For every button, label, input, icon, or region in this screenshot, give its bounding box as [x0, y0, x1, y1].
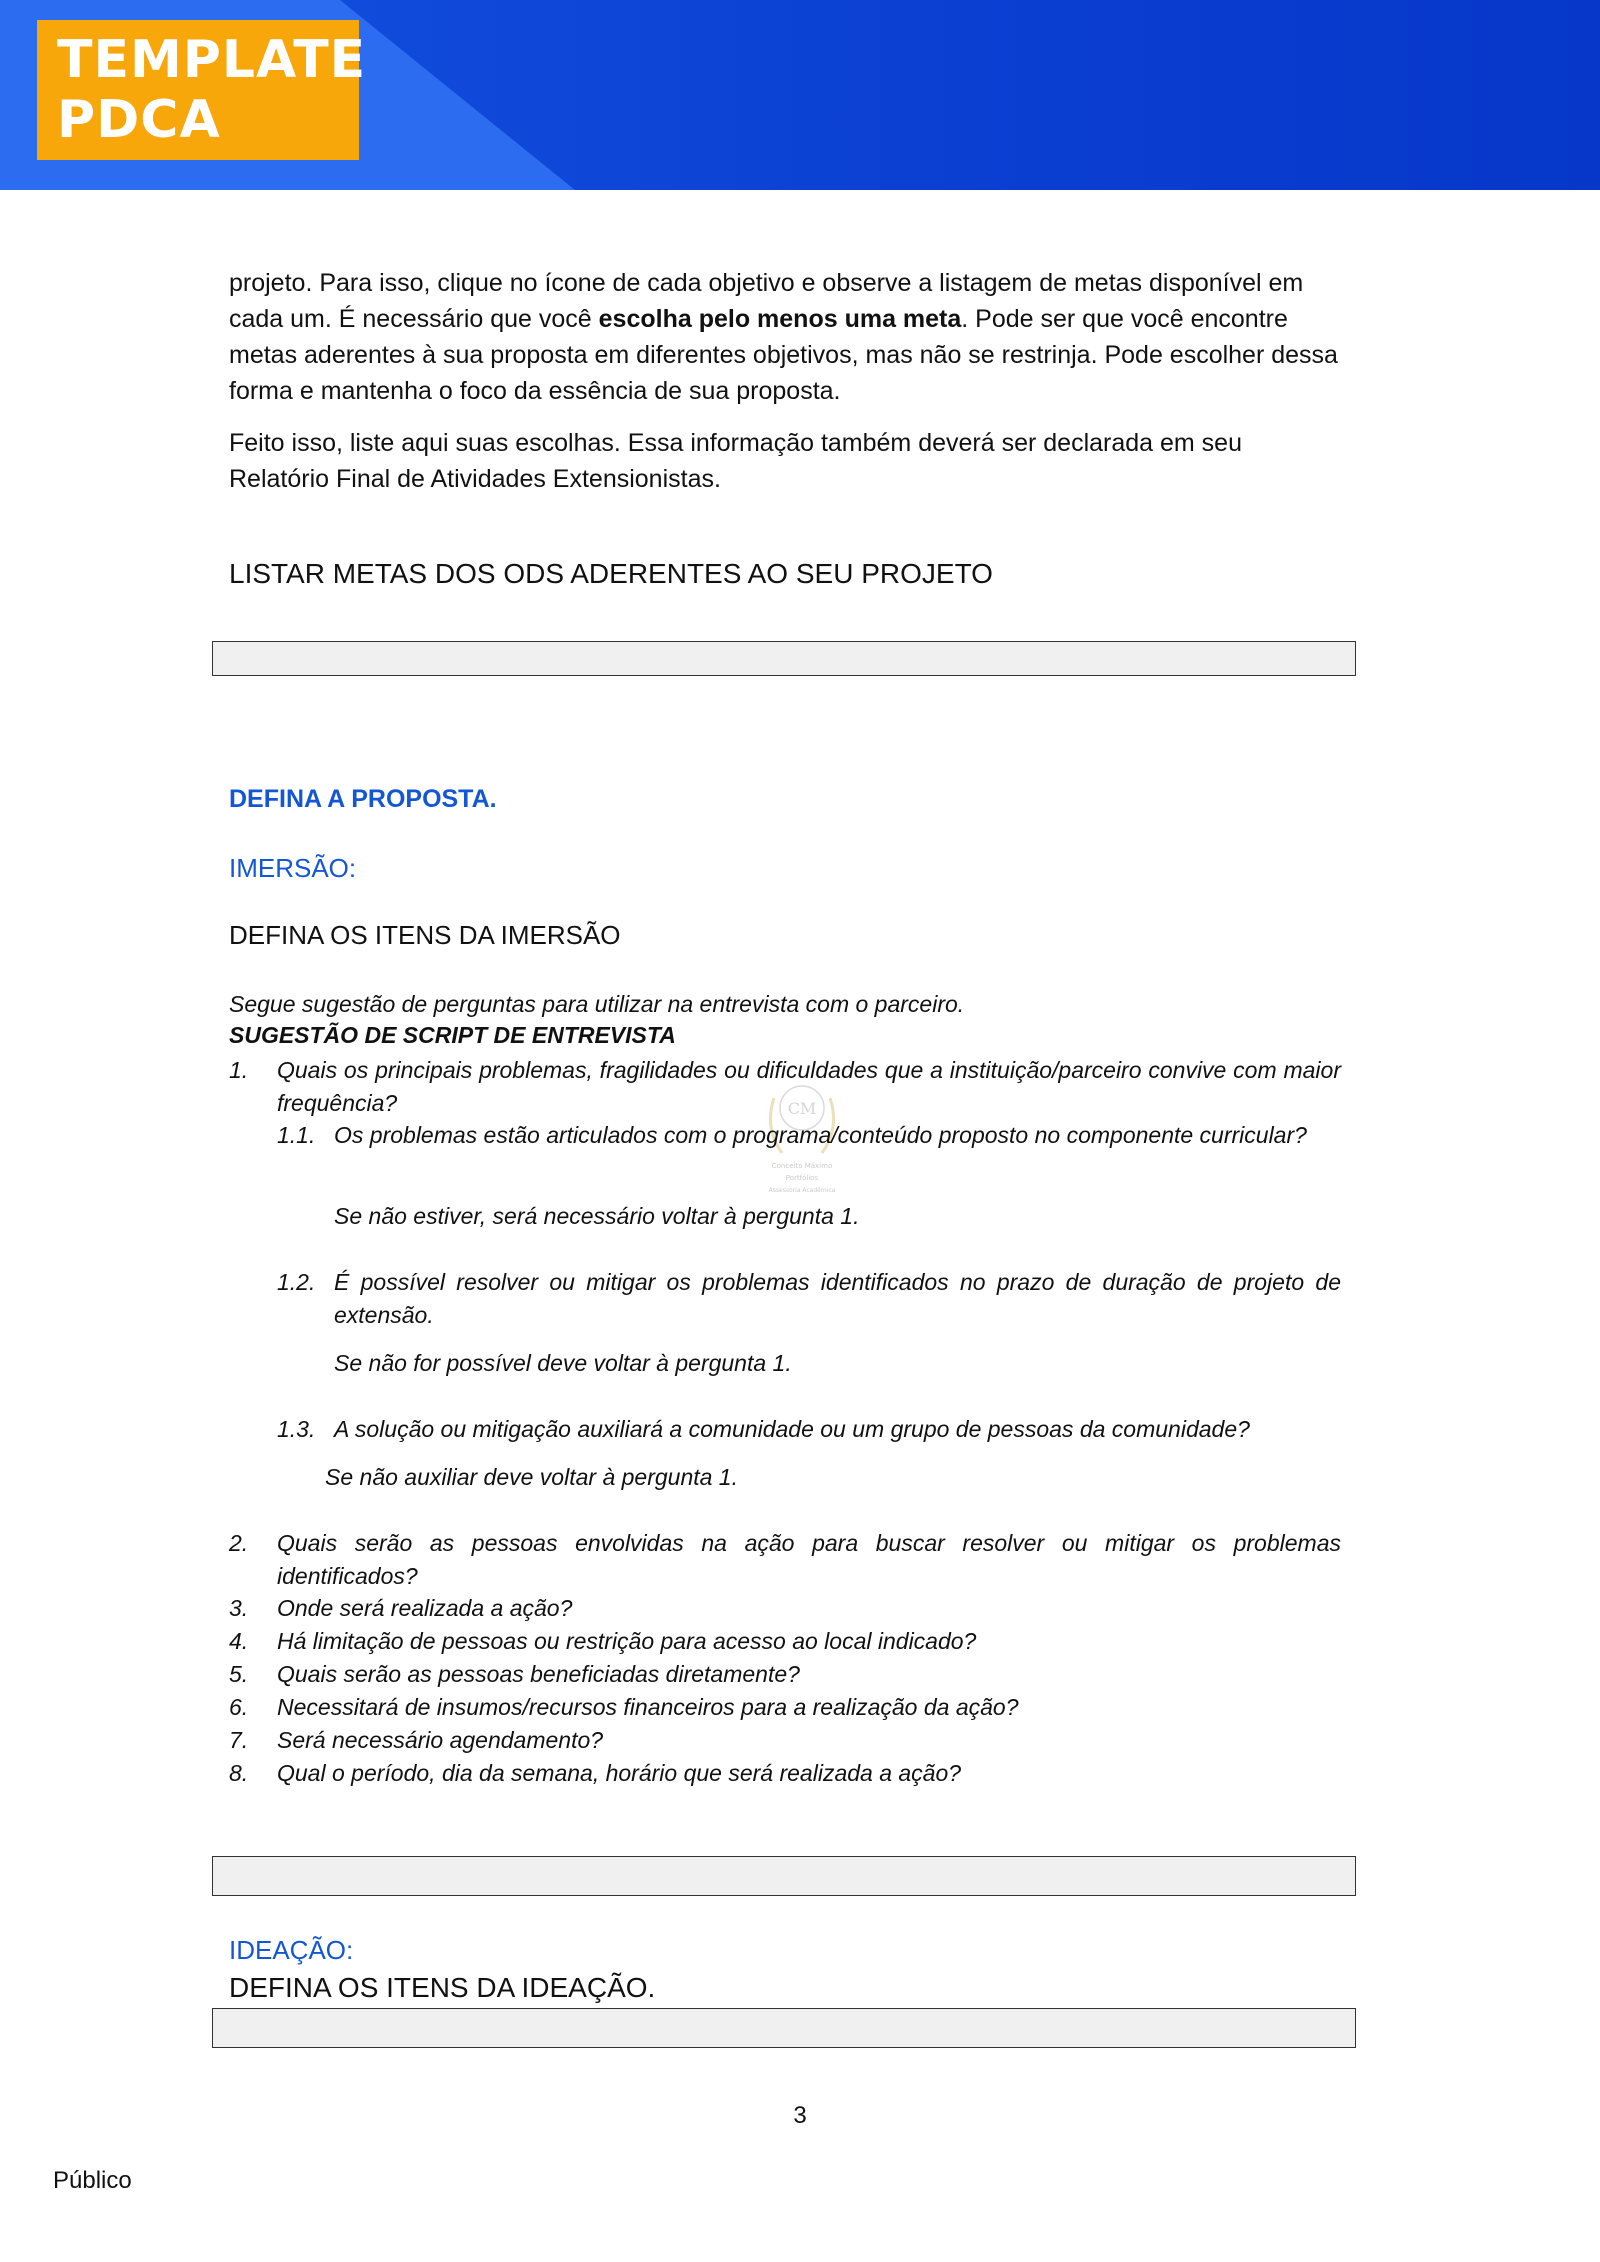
question-4	[229, 1625, 1341, 1658]
question-4-text: Há limitação de pessoas ou restrição para acesso ao local indicado?	[277, 1628, 977, 1654]
question-1-2-note: Se não for possível deve voltar à pergunta 1.	[334, 1350, 792, 1376]
intro-p1-text-b: . Pode ser que você encontre metas aderentes à sua proposta em diferentes objetivos, mas não se restrinja. Pode escolher dessa forma e mantenha o foco da essência de sua proposta.	[229, 305, 1338, 405]
imersao-title: DEFINA OS ITENS DA IMERSÃO	[229, 920, 621, 950]
intro-p1-text-a: projeto. Para isso, clique no ícone de cada objetivo e observe a listagem de metas disponível em cada um. É necessário que você	[229, 269, 1304, 333]
question-1-3-text: A solução ou mitigação auxiliará a comunidade ou um grupo de pessoas da comunidade?	[334, 1416, 1250, 1442]
watermark-line-1: Conceito Máximo	[771, 1162, 833, 1170]
imersao-label: IMERSÃO:	[229, 853, 357, 883]
logo-line-1: TEMPLATE	[57, 30, 367, 90]
script-title: SUGESTÃO DE SCRIPT DE ENTREVISTA	[229, 1022, 676, 1048]
watermark-line-3: Assessoria Acadêmica	[768, 1187, 836, 1194]
question-7-text: Será necessário agendamento?	[277, 1727, 604, 1753]
ideacao-label: IDEAÇÃO:	[229, 1935, 354, 1965]
question-1-1-note: Se não estiver, será necessário voltar à pergunta 1.	[334, 1203, 860, 1229]
question-1	[229, 1054, 1341, 1120]
ideacao-title: DEFINA OS ITENS DA IDEAÇÃO.	[229, 1972, 656, 2003]
question-3-text: Onde será realizada a ação?	[277, 1595, 573, 1621]
question-3	[229, 1592, 1341, 1625]
question-2-number: 2.	[229, 1530, 249, 1556]
question-7	[229, 1724, 1341, 1757]
question-5	[229, 1658, 1341, 1691]
intro-paragraph-1	[229, 265, 1341, 409]
question-5-number: 5.	[229, 1661, 249, 1687]
question-2	[229, 1527, 1341, 1593]
logo-line-2: PDCA	[57, 90, 221, 150]
question-8	[229, 1757, 1341, 1790]
intro-section	[229, 265, 1341, 497]
question-1-text: Quais os principais problemas, fragilidades ou dificuldades que a instituição/parceiro convive com maior frequência?	[277, 1057, 1341, 1116]
question-1-3-number: 1.3.	[277, 1416, 316, 1442]
watermark-initials: CM	[787, 1099, 817, 1118]
intro-paragraph-2: Feito isso, liste aqui suas escolhas. Essa informação também deverá ser declarada em seu Relatório Final de Atividades Extensionistas.	[229, 429, 1242, 493]
watermark-line-2: Portfólios	[785, 1174, 819, 1182]
page-number: 3	[793, 2102, 807, 2129]
metas-input-field[interactable]	[212, 641, 1356, 676]
question-1-1-text: Os problemas estão articulados com o programa/conteúdo proposto no componente curricular?	[334, 1122, 1307, 1148]
template-pdca-logo	[37, 20, 367, 160]
question-6-text: Necessitará de insumos/recursos financeiros para a realização da ação?	[277, 1694, 1019, 1720]
question-1-3	[277, 1413, 1341, 1446]
question-2-text: Quais serão as pessoas envolvidas na ação para buscar resolver ou mitigar os problemas identificados?	[277, 1530, 1341, 1589]
footer-classification: Público	[53, 2167, 132, 2194]
question-3-number: 3.	[229, 1595, 249, 1621]
question-1-number: 1.	[229, 1057, 249, 1083]
question-1-2-number: 1.2.	[277, 1269, 316, 1295]
ideacao-input-field[interactable]	[212, 2008, 1356, 2048]
question-6	[229, 1691, 1341, 1724]
question-1-1	[277, 1119, 1341, 1152]
question-4-number: 4.	[229, 1628, 249, 1654]
question-1-2	[277, 1266, 1341, 1332]
intro-p1-bold: escolha pelo menos uma meta	[598, 305, 962, 333]
question-6-number: 6.	[229, 1694, 249, 1720]
question-8-number: 8.	[229, 1760, 249, 1786]
question-1-2-text: É possível resolver ou mitigar os problemas identificados no prazo de duração de projeto de extensão.	[334, 1269, 1341, 1328]
suggestion-text: Segue sugestão de perguntas para utilizar na entrevista com o parceiro.	[229, 991, 965, 1017]
metas-section-title: LISTAR METAS DOS ODS ADERENTES AO SEU PROJETO	[229, 558, 993, 589]
question-5-text: Quais serão as pessoas beneficiadas diretamente?	[277, 1661, 800, 1687]
question-8-text: Qual o período, dia da semana, horário que será realizada a ação?	[277, 1760, 962, 1786]
question-1-1-number: 1.1.	[277, 1122, 316, 1148]
header-banner	[0, 0, 1600, 190]
proposta-title: DEFINA A PROPOSTA.	[229, 785, 497, 813]
question-1-3-note: Se não auxiliar deve voltar à pergunta 1.	[325, 1464, 738, 1490]
imersao-input-field[interactable]	[212, 1856, 1356, 1896]
question-7-number: 7.	[229, 1727, 249, 1753]
